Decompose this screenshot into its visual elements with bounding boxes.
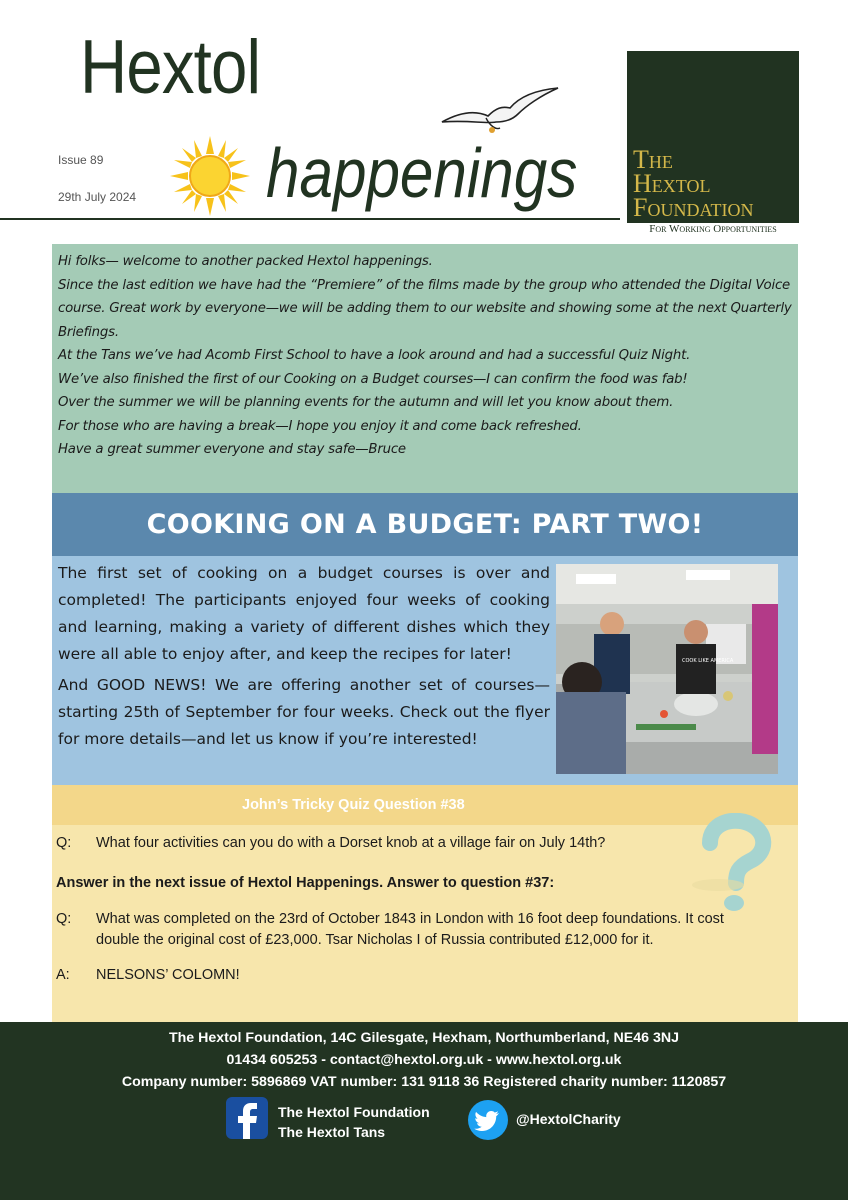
question-label: Q:	[56, 835, 72, 851]
logo-tagline	[627, 223, 799, 235]
issue-date: 29th July 2024	[58, 190, 137, 204]
twitter-handle[interactable]: @HextolCharity	[516, 1111, 621, 1127]
prev-question: What was completed on the 23rd of October 1843 in London with 16 foot deep foundations. It cost double the original cost of £23,000. Tsar Nicholas I of Russia contributed £12,000 for it.	[96, 911, 724, 948]
intro-line: Hi folks— welcome to another packed Hextol happenings.	[58, 254, 433, 269]
quiz-section	[52, 825, 798, 1022]
intro-line: Over the summer we will be planning events for the autumn and will let you know about them.	[58, 395, 674, 410]
cooking-text	[58, 560, 550, 757]
footer-registration: Company number: 5896869 VAT number: 131 9118 36 Registered charity number: 1120857	[121, 1074, 727, 1090]
facebook-page-name[interactable]: The Hextol Foundation	[278, 1104, 430, 1120]
answer-heading: Answer in the next issue of Hextol Happenings. Answer to question #37:	[56, 875, 555, 891]
sun-icon	[170, 136, 250, 216]
logo-tagline-text: For Working Opportunities	[649, 223, 777, 235]
kitchen-scene-image	[556, 564, 778, 774]
facebook-icon[interactable]	[226, 1097, 268, 1139]
issue-number: Issue 89	[58, 153, 104, 167]
logo-line-2: Hextol	[633, 169, 711, 198]
question-mark-icon	[688, 813, 778, 913]
quiz-question: What four activities can you do with a Dorset knob at a village fair on July 14th?	[96, 835, 606, 851]
intro-line: For those who are having a break—I hope you enjoy it and come back refreshed.	[58, 418, 582, 434]
masthead-subtitle: happenings	[266, 134, 578, 212]
intro-line: We’ve also finished the first of our Cooking on a Budget courses—I can confirm the food was fab!	[58, 371, 688, 387]
footer-contact: 01434 605253 - contact@hextol.org.uk - www.hextol.org.uk	[226, 1052, 622, 1068]
apron-text: COOK LIKE AMERICA	[682, 658, 734, 664]
answer-label: A:	[56, 967, 70, 983]
prev-question-label: Q:	[56, 911, 72, 927]
logo-line-3: Foundation	[633, 193, 754, 222]
cooking-class-photo	[556, 564, 778, 774]
cooking-heading: COOKING ON A BUDGET: PART TWO!	[146, 509, 704, 540]
footer	[0, 1022, 848, 1200]
facebook-page-name-2[interactable]: The Hextol Tans	[278, 1124, 386, 1140]
cooking-banner	[52, 493, 798, 556]
logo-line-1: The	[633, 145, 673, 174]
cooking-section	[52, 556, 798, 785]
intro-box	[52, 244, 798, 493]
seagull-icon	[440, 82, 560, 142]
masthead-title: Hextol	[80, 25, 261, 110]
cooking-paragraph: And GOOD NEWS! We are offering another set of courses—starting 25th of September for four weeks. Check out the flyer for more details—and let us know if you’re interested!	[58, 676, 550, 748]
quiz-heading: John’s Tricky Quiz Question #38	[242, 797, 465, 813]
prev-question-row	[52, 909, 798, 959]
prev-answer: NELSONS’ COLOMN!	[96, 967, 240, 983]
intro-line: Since the last edition we have had the “Premiere” of the films made by the group who attended the Digital Voice course. Great work by everyone—we will be adding them to our website and showing some at the next Quarterly Briefings.	[58, 277, 792, 340]
intro-line: Have a great summer everyone and stay safe—Bruce	[58, 442, 406, 457]
intro-line: At the Tans we’ve had Acomb First School to have a look around and had a successful Quiz Night.	[58, 348, 691, 363]
foundation-logo-text	[633, 145, 754, 222]
cooking-paragraph: The first set of cooking on a budget courses is over and completed! The participants enjoyed four weeks of cooking and learning, making a variety of different dishes which they were all able to enjoy after, and keep the recipes for later!	[58, 564, 550, 663]
quiz-header	[52, 785, 798, 825]
footer-address: The Hextol Foundation, 14C Gilesgate, Hexham, Northumberland, NE46 3NJ	[168, 1030, 680, 1046]
header-divider	[0, 218, 620, 220]
twitter-icon[interactable]	[468, 1100, 508, 1140]
